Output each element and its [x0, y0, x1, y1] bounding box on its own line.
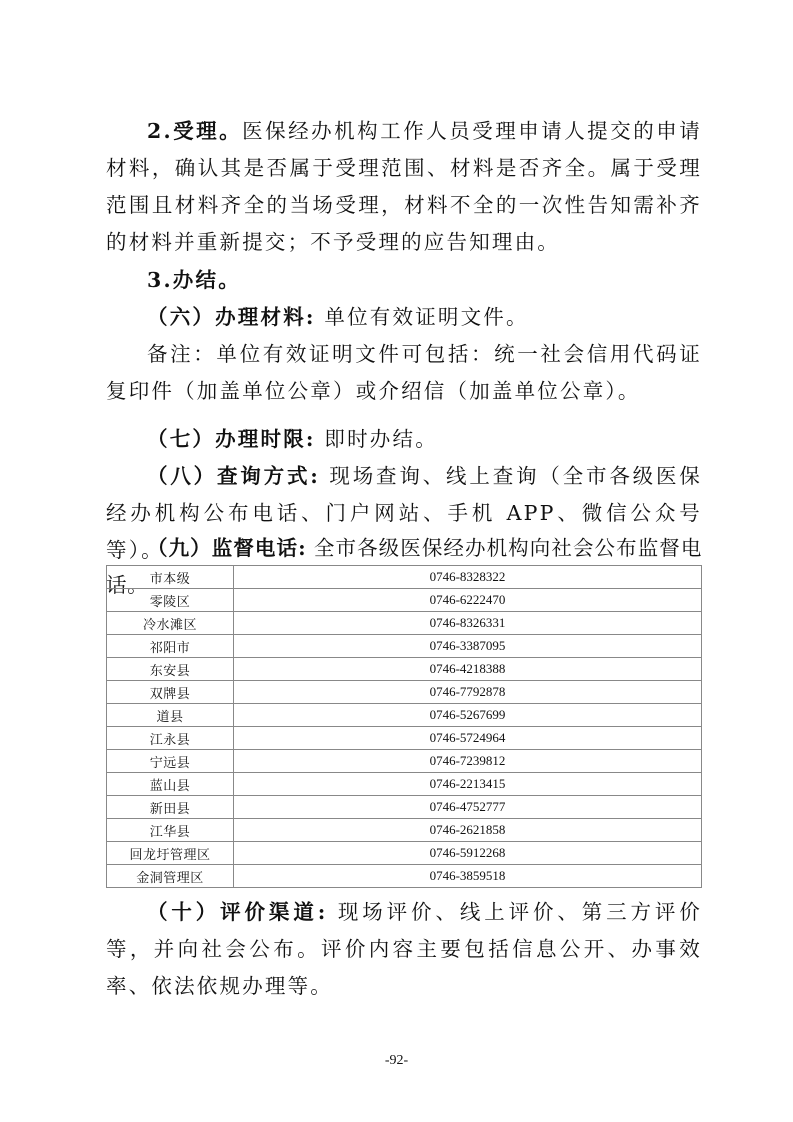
section-heading: （七）办理时限: [147, 427, 316, 451]
table-row [107, 842, 702, 865]
paragraph-text: 单位有效证明文件。 [324, 305, 529, 329]
section-heading: 2.受理。 [147, 119, 243, 143]
paragraph-completion [106, 262, 702, 299]
district-name: 祁阳市 [107, 635, 234, 658]
section-heading: 3.办结。 [147, 268, 241, 292]
phone-number: 0746-3387095 [234, 635, 702, 658]
paragraph-text: 现场查询、线上查询（全市各级医保经办机构公布电话、门户网站、手机 APP、微信公众号等）。 [106, 464, 703, 562]
phone-number: 0746-2621858 [234, 819, 702, 842]
paragraph-evaluation [106, 894, 702, 1005]
table-row [107, 612, 702, 635]
table-row [107, 750, 702, 773]
phone-number: 0746-5267699 [234, 704, 702, 727]
table-row [107, 773, 702, 796]
paragraph-note [106, 336, 702, 410]
phone-number: 0746-8326331 [234, 612, 702, 635]
table-row [107, 658, 702, 681]
phone-number: 0746-8328322 [234, 566, 702, 589]
table-row [107, 727, 702, 750]
paragraph-materials [106, 299, 702, 336]
table-row [107, 566, 702, 589]
section-heading: （六）办理材料: [147, 305, 316, 329]
paragraph-text: 医保经办机构工作人员受理申请人提交的申请材料，确认其是否属于受理范围、材料是否齐全。属于受理范围且材料齐全的当场受理，材料不全的一次性告知需补齐的材料并重新提交；不予受理的应告知理由。 [106, 119, 702, 254]
section-heading: （八）查询方式: [147, 464, 321, 488]
section-heading: （九）监督电话: [147, 536, 307, 560]
phone-number: 0746-4218388 [234, 658, 702, 681]
district-name: 双牌县 [107, 681, 234, 704]
phone-number: 0746-4752777 [234, 796, 702, 819]
phone-number: 0746-2213415 [234, 773, 702, 796]
paragraph-text: 现场评价、线上评价、第三方评价等，并向社会公布。评价内容主要包括信息公开、办事效率、依法依规办理等。 [106, 900, 703, 998]
district-name: 蓝山县 [107, 773, 234, 796]
table-row [107, 681, 702, 704]
district-name: 金洞管理区 [107, 865, 234, 888]
paragraph-time-limit [106, 421, 702, 458]
paragraph-text: 全市各级医保经办机构向社会公布监督电话。 [106, 536, 702, 597]
district-name: 江永县 [107, 727, 234, 750]
table-row [107, 796, 702, 819]
table-row [107, 819, 702, 842]
phone-number: 0746-7239812 [234, 750, 702, 773]
table-row [107, 704, 702, 727]
district-name: 宁远县 [107, 750, 234, 773]
district-name: 江华县 [107, 819, 234, 842]
table-row [107, 635, 702, 658]
paragraph-text: 备注：单位有效证明文件可包括：统一社会信用代码证复印件（加盖单位公章）或介绍信（加盖单位公章）。 [106, 342, 702, 403]
phone-number: 0746-5912268 [234, 842, 702, 865]
district-name: 新田县 [107, 796, 234, 819]
table-row [107, 865, 702, 888]
supervision-phone-table [106, 565, 702, 888]
district-name: 东安县 [107, 658, 234, 681]
paragraph-text: 即时办结。 [324, 427, 438, 451]
district-name: 回龙圩管理区 [107, 842, 234, 865]
paragraph-acceptance [106, 113, 702, 261]
phone-number: 0746-3859518 [234, 865, 702, 888]
phone-number: 0746-7792878 [234, 681, 702, 704]
district-name: 冷水滩区 [107, 612, 234, 635]
district-name: 道县 [107, 704, 234, 727]
phone-number: 0746-6222470 [234, 589, 702, 612]
phone-number: 0746-5724964 [234, 727, 702, 750]
table-row [107, 589, 702, 612]
page-number: -92- [384, 1053, 409, 1068]
district-name: 市本级 [107, 566, 234, 589]
section-heading: （十）评价渠道: [147, 900, 328, 924]
district-name: 零陵区 [107, 589, 234, 612]
